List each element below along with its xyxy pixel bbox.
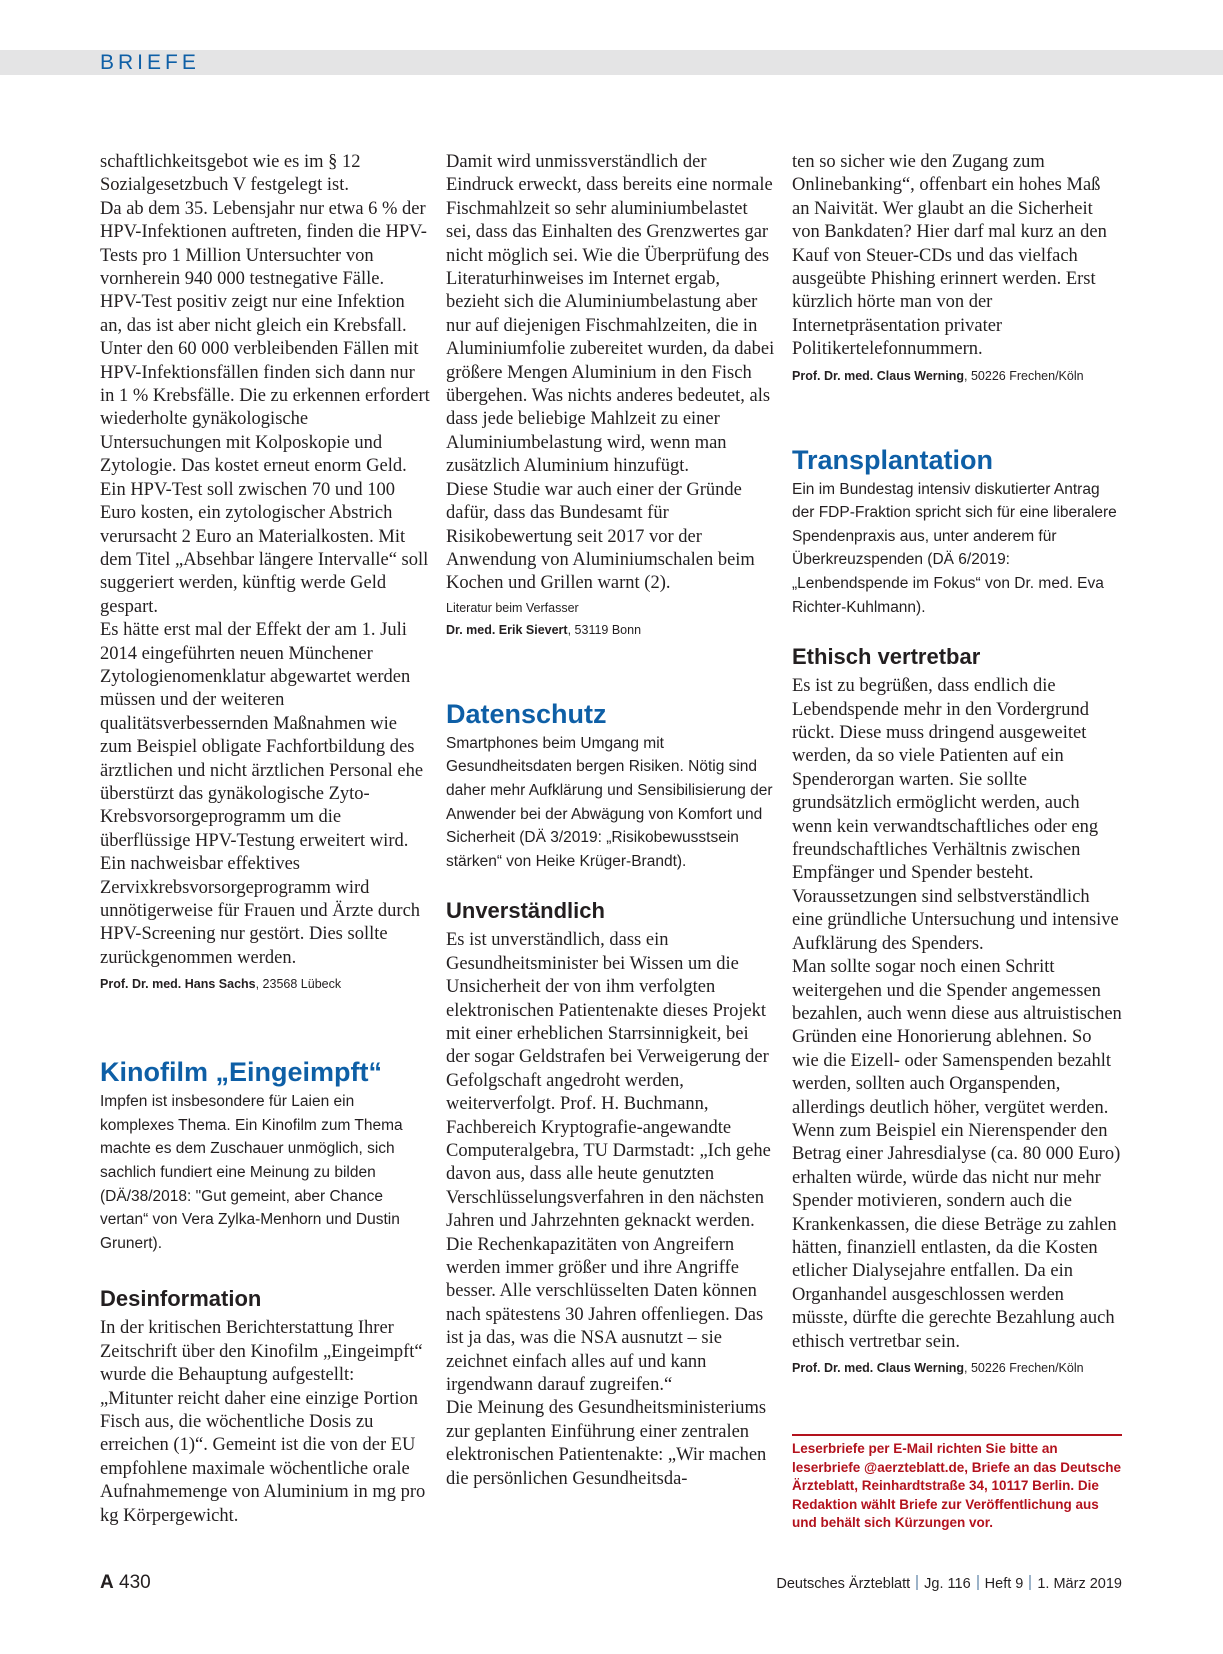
topic-intro: Ein im Bundestag intensiv diskutierter Antrag der FDP-Fraktion spricht sich für eine liberalere Spendenpraxis aus, unter anderem für Überkreuzspenden (DÄ 6/2019: „Lenbendspende im Fokus“ von Dr. med. Eva Richter-Kuhlmann). xyxy=(792,480,1117,616)
page-number-value: 430 xyxy=(119,1572,151,1593)
separator xyxy=(977,1575,979,1590)
letter-signature xyxy=(100,976,430,992)
topic-heading: Datenschutz xyxy=(446,698,607,729)
topic-intro: Smartphones beim Umgang mit Gesundheitsdaten bergen Risiken. Nötig sind daher mehr Aufklärung und Sensibilisierung der Anwender bei der Abwägung von Komfort und Sicherheit (DÄ 3/2019: „Risikobewusstsein stärken“ von Heike Krüger-Brandt). xyxy=(446,734,773,870)
letter-paragraph: Die Meinung des Gesundheitsministeriums zur geplanten Einführung einer zentralen elektronischen Patientenakte: „Wir machen die persönlichen Gesundheitsda- xyxy=(446,1398,767,1489)
letter-paragraph: Da ab dem 35. Lebensjahr nur etwa 6 % der HPV-Infektionen auftreten, finden die HPV-Tests pro 1 Million Untersuchter von vornherein 940 000 testnegative Fälle. HPV-Test positiv zeigt nur eine Infektion an, das ist aber nicht gleich ein Krebsfall. xyxy=(100,198,427,336)
author-place: , 53119 Bonn xyxy=(567,622,642,637)
literature-note: Literatur beim Verfasser xyxy=(446,600,579,615)
author-name: Dr. med. Erik Sievert xyxy=(446,622,568,637)
letter-title: Ethisch vertretbar xyxy=(792,644,981,670)
page-prefix: A xyxy=(100,1572,114,1593)
letter-signature xyxy=(792,1360,1122,1376)
letters-contact-box: Leserbriefe per E-Mail richten Sie bitte an leserbriefe @aerzteblatt.de, Briefe an das Deutsche Ärzteblatt, Reinhardtstraße 34, 10117 Berlin. Die Redaktion wählt Briefe zur Veröffentlichung aus und behält sich Kürzungen vor. xyxy=(792,1434,1122,1533)
column-1 xyxy=(100,151,430,1528)
author-name: Prof. Dr. med. Claus Werning xyxy=(792,368,965,383)
author-place: , 50226 Frechen/Köln xyxy=(964,368,1084,383)
letter-paragraph: Ein HPV-Test soll zwischen 70 und 100 Euro kosten, ein zytologischer Abstrich verursacht 2 Euro an Materialkosten. Mit dem Titel „Absehbar längere Intervalle“ soll suggeriert werden, künftig werde Geld gespart. xyxy=(100,479,429,617)
author-place: , 23568 Lübeck xyxy=(255,977,342,992)
letter-signature xyxy=(446,622,776,638)
page-footer xyxy=(0,1572,1223,1600)
letter-paragraph: Es hätte erst mal der Effekt der am 1. Juli 2014 eingeführten neuen Münchener Zytologienomenklatur abgewartet werden müssen und der weiteren qualitätsverbessernden Maßnahmen wie zum Beispiel obligate Fachfortbildung des ärztlichen und nicht ärztlichen Personal ehe überstürzt das gynäkologische Zyto-Krebsvorsorgeprogramm um die überflüssige HPV-Testung erweitert wird. xyxy=(100,620,424,851)
separator xyxy=(916,1575,918,1590)
letter-signature xyxy=(792,368,1122,384)
column-3 xyxy=(792,151,1122,1533)
letter-paragraph: Damit wird unmissverständlich der Eindruck erweckt, dass bereits eine normale Fischmahlzeit so sehr aluminiumbelastet sei, dass das Einhalten des Grenzwertes gar nicht möglich sei. Wie die Überprüfung des Literaturhinweises im Internet ergab, bezieht sich die Aluminiumbelastung aber nur auf diejenigen Fischmahlzeiten, die in Aluminiumfolie zubereitet wurden, da dabei größere Mengen Aluminium in den Fisch übergehen. Was nichts anderes bedeutet, als dass jede beliebige Mahlzeit zu einer Aluminiumbelastung wird, wenn man zusätzlich Aluminium hinzufügt. xyxy=(446,152,775,477)
letter-paragraph: ten so sicher wie den Zugang zum Onlinebanking“, offenbart ein hohes Maß an Naivität. Wer glaubt an die Sicherheit von Bankdaten? Hier darf mal kurz an den Kauf von Steuer-CDs und das vielfach ausgeübte Phishing erinnert werden. Erst kürzlich hörte man von der Internetpräsentation privater Politikertelefonnummern. xyxy=(792,152,1107,360)
letter-paragraph: In der kritischen Berichterstattung Ihrer Zeitschrift über den Kinofilm „Eingeimpft“ wurde die Behauptung aufgestellt: „Mitunter reicht daher eine einzige Portion Fisch aus, die wöchentliche Dosis zu erreichen (1)“. Gemeint ist die von der EU empfohlene maximale wöchentliche orale Aufnahmemenge von Aluminium in mg pro kg Körpergewicht. xyxy=(100,1318,426,1526)
journal-issue: Heft 9 xyxy=(984,1576,1024,1592)
letter-paragraph: Unter den 60 000 verbleibenden Fällen mit HPV-Infektionsfällen finden sich dann nur in 1 % Krebsfälle. Die zu erkennen erfordert wiederholte gynäkologische Untersuchungen mit Kolposkopie und Zytologie. Das kostet erneut enorm Geld. xyxy=(100,339,430,477)
letter-paragraph: Es ist unverständlich, dass ein Gesundheitsminister bei Wissen um die Unsicherheit der von ihm verfolgten elektronischen Patientenakte dieses Projekt mit einer erheblichen Starrsinnigkeit, bei der sogar Geldstrafen bei Verweigerung der Gefolgschaft angedroht werden, weiterverfolgt. Prof. H. Buchmann, Fachbereich Kryptografie-angewandte Computeralgebra, TU Darmstadt: „Ich gehe davon aus, dass alle heute genutzten Verschlüsselungsverfahren in den nächsten Jahren und Jahrzehnten geknackt werden. Die Rechenkapazitäten von Angreifern werden immer größer und ihre Angriffe besser. Alle verschlüsselten Daten können nach spätestens 30 Jahren offenliegen. Das ist ja das, was die NSA ausnutzt – sie zeichnet einfach alles auf und kann irgendwann darauf zugreifen.“ xyxy=(446,930,771,1395)
letter-paragraph: Ein nachweisbar effektives Zervixkrebsvorsorgeprogramm wird unnötigerweise für Frauen und Ärzte durch HPV-Screening nur gestört. Dies sollte zurückgenommen werden. xyxy=(100,854,421,968)
journal-volume: Jg. 116 xyxy=(924,1576,971,1592)
journal-date: 1. März 2019 xyxy=(1037,1576,1122,1592)
letter-paragraph: Man sollte sogar noch einen Schritt weitergehen und die Spender angemessen bezahlen, auch wenn diese aus altruistischen Gründen eine Honorierung ablehnen. So wie die Eizell- oder Samenspenden bezahlt werden, sollten auch Organspenden, allerdings deutlich höher, vergütet werden. Wenn zum Beispiel ein Nierenspender den Betrag einer Jahresdialyse (ca. 80 000 Euro) erhalten würde, würde das nicht nur mehr Spender motivieren, sondern auch die Krankenkassen, die diese Beträge zu zahlen hätten, finanziell entlasten, da die Kosten etlicher Dialysejahre entfallen. Da ein Organhandel ausgeschlossen werden müsste, dürfte die gerechte Bezahlung auch ethisch vertretbar sein. xyxy=(792,957,1122,1352)
section-label: BRIEFE xyxy=(100,51,200,74)
topic-intro: Impfen ist insbesondere für Laien ein komplexes Thema. Ein Kinofilm zum Thema machte es dem Zuschauer unmöglich, sich sachlich fundiert eine Meinung zu bilden (DÄ/38/2018: "Gut gemeint, aber Chance vertan“ von Vera Zylka-Menhorn und Dustin Grunert). xyxy=(100,1093,403,1252)
column-2 xyxy=(446,151,776,1491)
letter-paragraph: schaftlichkeitsgebot wie es im § 12 Sozialgesetzbuch V festgelegt ist. xyxy=(100,152,361,196)
letter-title: Unverständlich xyxy=(446,898,605,924)
letter-title: Desinformation xyxy=(100,1286,262,1312)
topic-heading: Transplantation xyxy=(792,444,994,475)
letter-paragraph: Es ist zu begrüßen, dass endlich die Lebendspende mehr in den Vordergrund rückt. Diese muss dringend ausgeweitet werden, da so viele Patienten auf ein Spenderorgan warten. Sie sollte grundsätzlich ermöglicht werden, auch wenn kein verwandtschaftliches oder eng freundschaftliches Verhältnis zwischen Empfänger und Spender besteht. Voraussetzungen sind selbstverständlich eine gründliche Untersuchung und intensive Aufklärung des Spenders. xyxy=(792,676,1119,954)
letter-paragraph: Diese Studie war auch einer der Gründe dafür, dass das Bundesamt für Risikobewertung seit 2017 vor der Anwendung von Aluminiumschalen beim Kochen und Grillen warnt (2). xyxy=(446,479,755,594)
topic-heading: Kinofilm „Eingeimpft“ xyxy=(100,1057,382,1088)
author-name: Prof. Dr. med. Claus Werning xyxy=(792,1361,965,1375)
journal-name: Deutsches Ärzteblatt xyxy=(776,1576,911,1592)
author-name: Prof. Dr. med. Hans Sachs xyxy=(100,977,256,992)
page-number xyxy=(100,1572,151,1594)
journal-info xyxy=(776,1575,1122,1592)
separator xyxy=(1029,1575,1031,1590)
author-place: , 50226 Frechen/Köln xyxy=(964,1361,1084,1375)
